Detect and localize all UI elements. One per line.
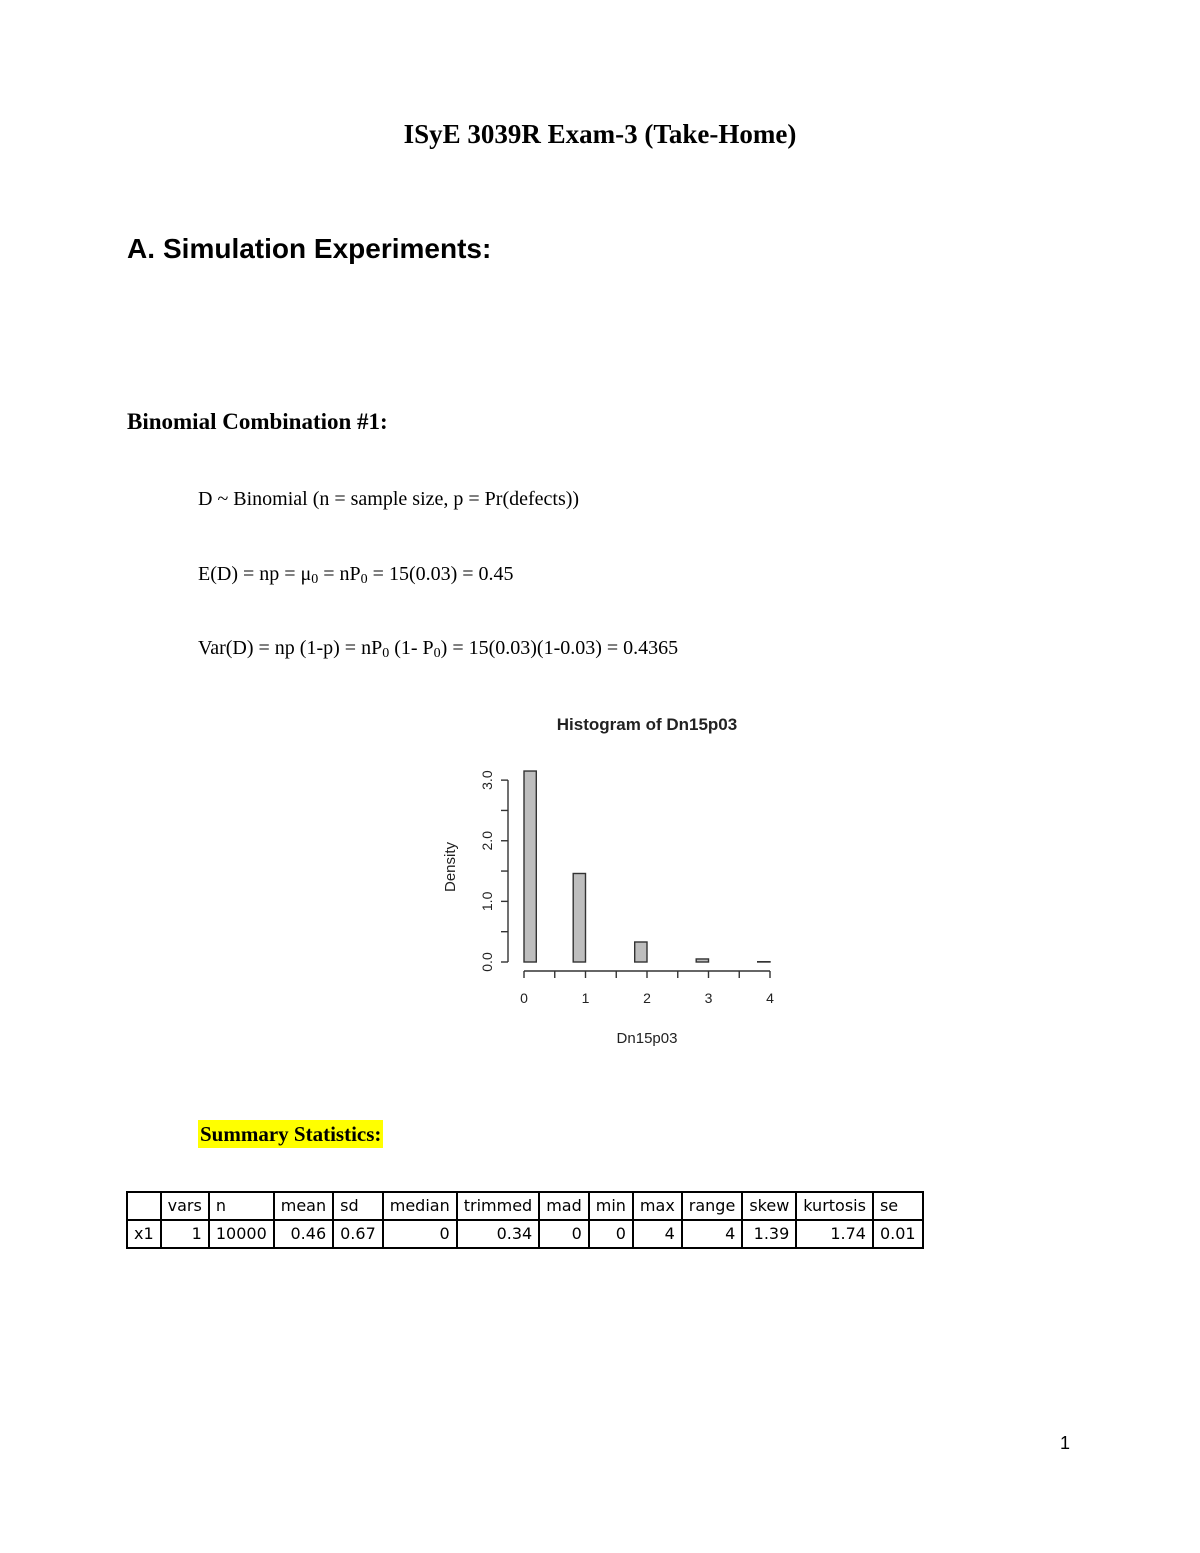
section-title: Simulation Experiments:	[163, 233, 492, 264]
eq3-part-c: ) = 15(0.03)(1-0.03) = 0.4365	[440, 637, 679, 659]
combination-heading: Binomial Combination #1:	[127, 409, 388, 434]
x-tick-label: 3	[704, 990, 713, 1006]
x-axis-label: Dn15p03	[616, 1030, 678, 1047]
y-axis	[479, 770, 508, 972]
table-header-cell: kurtosis	[796, 1192, 873, 1220]
x-tick-label: 1	[581, 990, 590, 1006]
histogram-bar	[696, 959, 708, 962]
histogram-bar	[635, 942, 647, 962]
table-cell: 0	[539, 1220, 589, 1248]
chart-title: Histogram of Dn15p03	[556, 715, 738, 734]
page-number: 1	[1060, 1433, 1071, 1453]
table-header-cell: se	[873, 1192, 923, 1220]
equation-expectation	[198, 560, 514, 594]
histogram-bar	[573, 873, 585, 962]
section-number: A.	[127, 233, 155, 264]
table-cell: 4	[682, 1220, 743, 1248]
summary-statistics-table	[126, 1191, 924, 1249]
x-tick-label: 0	[520, 990, 528, 1006]
x-tick-label: 2	[643, 990, 651, 1006]
table-cell: 10000	[209, 1220, 274, 1248]
y-tick-label: 2.0	[479, 831, 495, 851]
table-header-cell: min	[589, 1192, 633, 1220]
table-header-cell: median	[383, 1192, 457, 1220]
table-header-cell: n	[209, 1192, 274, 1220]
table-cell: 0.46	[274, 1220, 333, 1248]
table-header-cell	[127, 1192, 161, 1220]
table-cell: 0.67	[333, 1220, 383, 1248]
table-header-cell: range	[682, 1192, 743, 1220]
table-cell: 0	[589, 1220, 633, 1248]
y-tick-label: 0.0	[479, 952, 495, 972]
document-title: ISyE 3039R Exam-3 (Take-Home)	[403, 119, 797, 149]
histogram-bar	[524, 771, 536, 962]
eq3-sub-1: 0	[382, 646, 390, 661]
table-header-cell: vars	[161, 1192, 209, 1220]
table-header-row	[127, 1192, 923, 1220]
eq2-sub-2: 0	[360, 572, 368, 587]
table-header-cell: max	[633, 1192, 682, 1220]
histogram-chart	[420, 700, 800, 1060]
eq3-part-b: (1- P	[389, 637, 434, 659]
summary-statistics-label: Summary Statistics:	[200, 1122, 382, 1146]
table-row	[127, 1220, 923, 1248]
section-heading	[127, 229, 491, 269]
eq3-part-a: Var(D) = np (1-p) = nP	[198, 637, 383, 659]
x-axis	[520, 971, 774, 1006]
y-tick-label: 3.0	[479, 770, 495, 790]
table-cell: 1.39	[742, 1220, 796, 1248]
table-cell: x1	[127, 1220, 161, 1248]
y-axis-label: Density	[442, 841, 459, 893]
table-header-cell: skew	[742, 1192, 796, 1220]
eq2-sub-1: 0	[311, 572, 319, 587]
table-cell: 4	[633, 1220, 682, 1248]
histogram-svg	[420, 700, 800, 1060]
y-tick-label: 1.0	[479, 891, 495, 912]
table-header-cell: sd	[333, 1192, 383, 1220]
table-cell: 0.01	[873, 1220, 923, 1248]
table-cell: 0	[383, 1220, 457, 1248]
eq2-part-a: E(D) = np = μ	[198, 563, 312, 585]
table-cell: 0.34	[457, 1220, 539, 1248]
eq2-part-c: = 15(0.03) = 0.45	[367, 563, 514, 585]
table-header-cell: trimmed	[457, 1192, 539, 1220]
table-header-cell: mean	[274, 1192, 333, 1220]
eq3-sub-2: 0	[433, 646, 441, 661]
equation-variance	[198, 634, 678, 668]
bars-group	[524, 771, 770, 962]
x-tick-label: 4	[766, 990, 774, 1006]
table-cell: 1.74	[796, 1220, 873, 1248]
equation-distribution: D ~ Binomial (n = sample size, p = Pr(defects))	[198, 488, 580, 510]
table-cell: 1	[161, 1220, 209, 1248]
eq2-part-b: = nP	[318, 563, 361, 585]
table-header-cell: mad	[539, 1192, 589, 1220]
